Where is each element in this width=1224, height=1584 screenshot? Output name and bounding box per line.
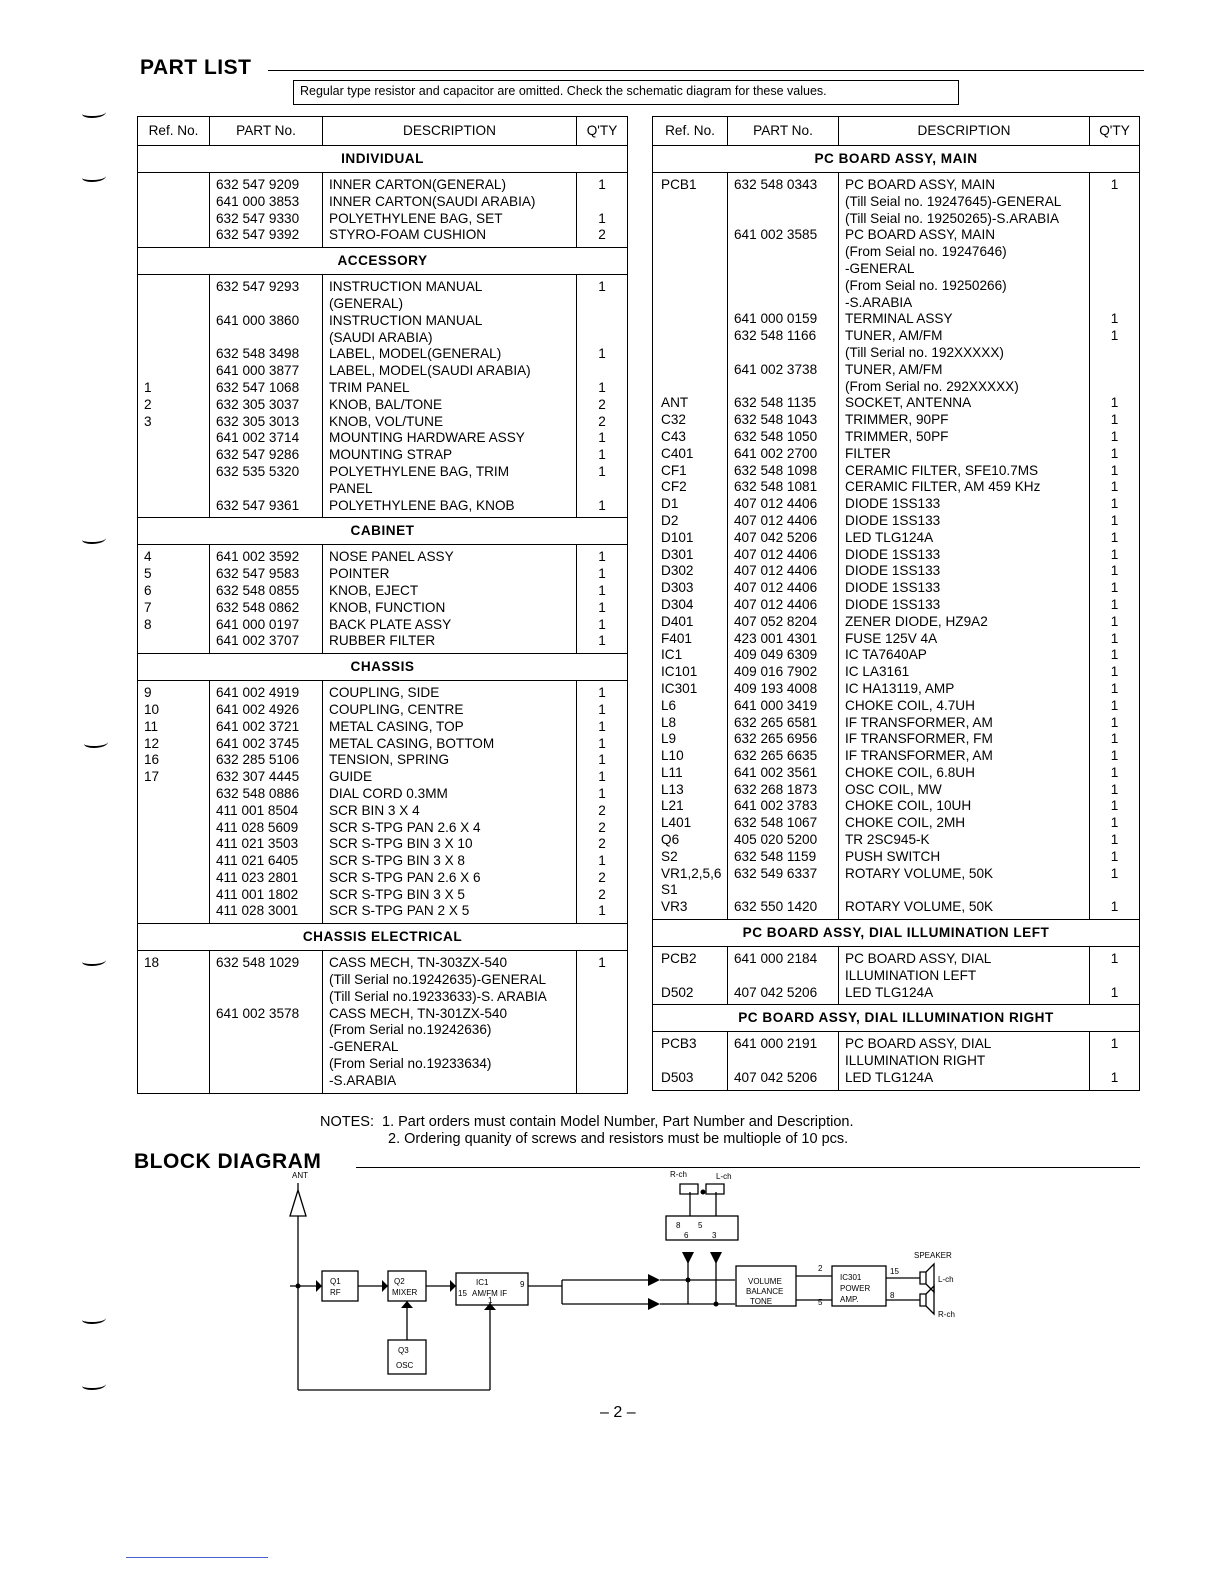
jack-pin8: 8 xyxy=(676,1221,681,1230)
part-cell: 632 547 9293 641 000 3860 632 548 3498 641 000 3877 632 547 1068 632 305 3037 632 305 3013 641 002 3714 632 547 9286 632 535 5320 632 547 9361 xyxy=(210,275,323,518)
note-2: 2. Ordering quanity of screws and resistors must be multiople of 10 pcs. xyxy=(388,1131,849,1147)
section-title: CHASSIS ELECTRICAL xyxy=(138,924,628,951)
ref-cell: PCB1 ANT C32 C43 C401 CF1 CF2 D1 D2 D101 D301 D302 D303 D304 D401 F401 IC1 IC101 IC301 L6 L8 L9 L10 L11 L13 L21 L401 Q6 S2 VR1,2,5,6 S1 VR3 xyxy=(653,173,728,920)
speaker-label: SPEAKER xyxy=(914,1251,952,1260)
desc-cell: CASS MECH, TN-303ZX-540 (Till Serial no.19242635)-GENERAL (Till Serial no.19233633)-S. ARABIA CASS MECH, TN-301ZX-540 (From Serial no.19242636) -GENERAL (From Serial no.19233634) -S.ARABIA xyxy=(323,951,577,1093)
binding-mark xyxy=(82,956,106,966)
section-title: INDIVIDUAL xyxy=(138,146,628,173)
ref-cell: 1 2 3 xyxy=(138,275,210,518)
ant-label: ANT xyxy=(292,1171,308,1180)
jack-pin3: 3 xyxy=(712,1231,717,1240)
note-box: Regular type resistor and capacitor are omitted. Check the schematic diagram for these values. xyxy=(293,80,959,105)
lch-label: L-ch xyxy=(716,1172,732,1181)
ic1-pin15: 15 xyxy=(458,1289,467,1298)
q1-sub: RF xyxy=(330,1288,341,1297)
jack-pin6: 6 xyxy=(684,1231,689,1240)
antenna-symbol xyxy=(290,1183,306,1216)
left-parts-table xyxy=(137,116,628,1094)
ref-cell: PCB2 D502 xyxy=(653,947,728,1005)
ic1-pin1: 1 xyxy=(488,1296,493,1305)
section-rows xyxy=(138,681,628,924)
q1-label: Q1 xyxy=(330,1277,341,1286)
col-part: PART No. xyxy=(728,117,839,146)
binding-mark xyxy=(82,1314,106,1324)
part-list-rule xyxy=(268,70,1144,71)
section-title: PC BOARD ASSY, DIAL ILLUMINATION LEFT xyxy=(653,920,1140,947)
section-title: PC BOARD ASSY, DIAL ILLUMINATION RIGHT xyxy=(653,1005,1140,1032)
page-number: – 2 – xyxy=(600,1404,636,1421)
ic301-pin2: 2 xyxy=(818,1264,823,1273)
ref-cell: 18 xyxy=(138,951,210,1093)
binding-mark xyxy=(82,108,106,118)
desc-cell: INNER CARTON(GENERAL) INNER CARTON(SAUDI ARABIA) POLYETHYLENE BAG, SET STYRO-FOAM CUSHION xyxy=(323,173,577,248)
desc-cell: COUPLING, SIDE COUPLING, CENTRE METAL CASING, TOP METAL CASING, BOTTOM TENSION, SPRING GUIDE DIAL CORD 0.3MM SCR BIN 3 X 4 SCR S-TPG PAN 2.6 X 4 SCR S-TPG BIN 3 X 10 SCR S-TPG BIN 3 X 8 SCR S-TPG PAN 2.6 X 6 SCR S-TPG BIN 3 X 5 SCR S-TPG PAN 2 X 5 xyxy=(323,681,577,924)
speaker-lch: L-ch xyxy=(938,1275,954,1284)
section-title: ACCESSORY xyxy=(138,248,628,275)
section-rows xyxy=(653,1032,1140,1090)
ref-cell: PCB3 D503 xyxy=(653,1032,728,1090)
section-title: CABINET xyxy=(138,518,628,545)
speaker-rch: R-ch xyxy=(938,1310,955,1319)
section-rows xyxy=(138,545,628,654)
ic301-label: IC301 xyxy=(840,1273,862,1282)
section-rows xyxy=(653,173,1140,920)
section-rows xyxy=(653,947,1140,1005)
binding-mark xyxy=(82,1380,106,1390)
section-rows xyxy=(138,173,628,248)
desc-cell: PC BOARD ASSY, DIAL ILLUMINATION RIGHT LED TLG124A xyxy=(839,1032,1090,1090)
ref-cell xyxy=(138,173,210,248)
col-part: PART No. xyxy=(210,117,323,146)
qty-cell: 1 1 1 1 1 1 xyxy=(577,545,628,654)
col-ref: Ref. No. xyxy=(138,117,210,146)
section-rows xyxy=(138,951,628,1093)
volume-label: VOLUME xyxy=(748,1277,782,1286)
ic301-power: POWER xyxy=(840,1284,871,1293)
qty-cell: 1 1 1 2 2 1 1 1 1 xyxy=(577,275,628,518)
ic301-amp: AMP. xyxy=(840,1295,859,1304)
qty-cell: 1 1 2 xyxy=(577,173,628,248)
ref-cell: 4 5 6 7 8 xyxy=(138,545,210,654)
jack-pin5: 5 xyxy=(698,1221,703,1230)
part-cell: 641 002 4919 641 002 4926 641 002 3721 641 002 3745 632 285 5106 632 307 4445 632 548 0886 411 001 8504 411 028 5609 411 021 3503 411 021 6405 411 023 2801 411 001 1802 411 028 3001 xyxy=(210,681,323,924)
footer-rule xyxy=(126,1557,268,1558)
rch-label: R-ch xyxy=(670,1170,687,1179)
q3-sub: OSC xyxy=(396,1361,414,1370)
qty-cell: 1 xyxy=(577,951,628,1093)
col-qty: Q'TY xyxy=(577,117,628,146)
q2-label: Q2 xyxy=(394,1277,405,1286)
ic1-label: IC1 xyxy=(476,1278,489,1287)
col-desc: DESCRIPTION xyxy=(323,117,577,146)
block-diagram-title: BLOCK DIAGRAM xyxy=(134,1150,322,1173)
binding-mark xyxy=(82,172,106,182)
col-qty: Q'TY xyxy=(1090,117,1140,146)
ic301-pin15: 15 xyxy=(890,1267,899,1276)
ic301-pin8: 8 xyxy=(890,1291,895,1300)
part-cell: 632 547 9209 641 000 3853 632 547 9330 632 547 9392 xyxy=(210,173,323,248)
note-1: 1. Part orders must contain Model Number, Part Number and Description. xyxy=(382,1114,854,1130)
ic301-pin5: 5 xyxy=(818,1298,823,1307)
qty-cell: 1 1 1 1 1 1 1 1 1 1 1 1 1 1 1 1 1 1 1 1 1 1 1 1 1 1 1 1 1 1 1 1 1 xyxy=(1090,173,1140,920)
binding-mark xyxy=(84,738,108,748)
qty-cell: 1 1 xyxy=(1090,947,1140,1005)
part-cell: 641 000 2184 407 042 5206 xyxy=(728,947,839,1005)
part-cell: 632 548 0343 641 002 3585 641 000 0159 632 548 1166 641 002 3738 632 548 1135 632 548 1043 632 548 1050 641 002 2700 632 548 1098 632 548 1081 407 012 4406 407 012 4406 407 042 5206 407 012 4406 407 012 4406 407 012 4406 407 012 4406 407 052 8204 423 001 4301 409 049 6309 409 016 7902 409 193 4008 641 000 3419 632 265 6581 632 265 6956 632 265 6635 641 002 3561 632 268 1873 641 002 3783 632 548 1067 405 020 5200 632 548 1159 632 549 6337 632 550 1420 xyxy=(728,173,839,920)
notes-label: NOTES: xyxy=(320,1114,374,1130)
desc-cell: PC BOARD ASSY, DIAL ILLUMINATION LEFT LED TLG124A xyxy=(839,947,1090,1005)
desc-cell: NOSE PANEL ASSY POINTER KNOB, EJECT KNOB, FUNCTION BACK PLATE ASSY RUBBER FILTER xyxy=(323,545,577,654)
q2-sub: MIXER xyxy=(392,1288,418,1297)
section-rows xyxy=(138,275,628,518)
block-diagram xyxy=(270,1168,990,1398)
notes xyxy=(320,1114,853,1131)
section-title: CHASSIS xyxy=(138,654,628,681)
part-list-title: PART LIST xyxy=(140,56,252,79)
part-cell: 632 548 1029 641 002 3578 xyxy=(210,951,323,1093)
section-title: PC BOARD ASSY, MAIN xyxy=(653,146,1140,173)
ref-cell: 9 10 11 12 16 17 xyxy=(138,681,210,924)
ic1-pin9: 9 xyxy=(520,1280,525,1289)
desc-cell: PC BOARD ASSY, MAIN (Till Seial no. 19247645)-GENERAL (Till Seial no. 19250265)-S.ARABIA PC BOARD ASSY, MAIN (From Seial no. 19247646) -GENERAL (From Seial no. 19250266) -S.ARABIA TERMINAL ASSY TUNER, AM/FM (Till Serial no. 192XXXXX) TUNER, AM/FM (From Serial no. 292XXXXX) SOCKET, ANTENNA TRIMMER, 90PF TRIMMER, 50PF FILTER CERAMIC FILTER, SFE10.7MS CERAMIC FILTER, AM 459 KHz DIODE 1SS133 DIODE 1SS133 LED TLG124A DIODE 1SS133 DIODE 1SS133 DIODE 1SS133 DIODE 1SS133 ZENER DIODE, HZ9A2 FUSE 125V 4A IC TA7640AP IC LA3161 IC HA13119, AMP CHOKE COIL, 4.7UH IF TRANSFORMER, AM IF TRANSFORMER, FM IF TRANSFORMER, AM CHOKE COIL, 6.8UH OSC COIL, MW CHOKE COIL, 10UH CHOKE COIL, 2MH TR 2SC945-K PUSH SWITCH ROTARY VOLUME, 50K ROTARY VOLUME, 50K xyxy=(839,173,1090,920)
ic1-sub: AM/FM IF xyxy=(472,1289,508,1298)
qty-cell: 1 1 xyxy=(1090,1032,1140,1090)
right-parts-table xyxy=(652,116,1140,1091)
binding-mark xyxy=(82,534,106,544)
col-ref: Ref. No. xyxy=(653,117,728,146)
q3-label: Q3 xyxy=(398,1346,409,1355)
col-desc: DESCRIPTION xyxy=(839,117,1090,146)
tone-label: TONE xyxy=(750,1297,773,1306)
part-cell: 641 000 2191 407 042 5206 xyxy=(728,1032,839,1090)
balance-label: BALANCE xyxy=(746,1287,784,1296)
desc-cell: INSTRUCTION MANUAL (GENERAL) INSTRUCTION MANUAL (SAUDI ARABIA) LABEL, MODEL(GENERAL) LABEL, MODEL(SAUDI ARABIA) TRIM PANEL KNOB, BAL/TONE KNOB, VOL/TUNE MOUNTING HARDWARE ASSY MOUNTING STRAP POLYETHYLENE BAG, TRIM PANEL POLYETHYLENE BAG, KNOB xyxy=(323,275,577,518)
qty-cell: 1 1 1 1 1 1 1 2 2 2 1 2 2 1 xyxy=(577,681,628,924)
part-cell: 641 002 3592 632 547 9583 632 548 0855 632 548 0862 641 000 0197 641 002 3707 xyxy=(210,545,323,654)
